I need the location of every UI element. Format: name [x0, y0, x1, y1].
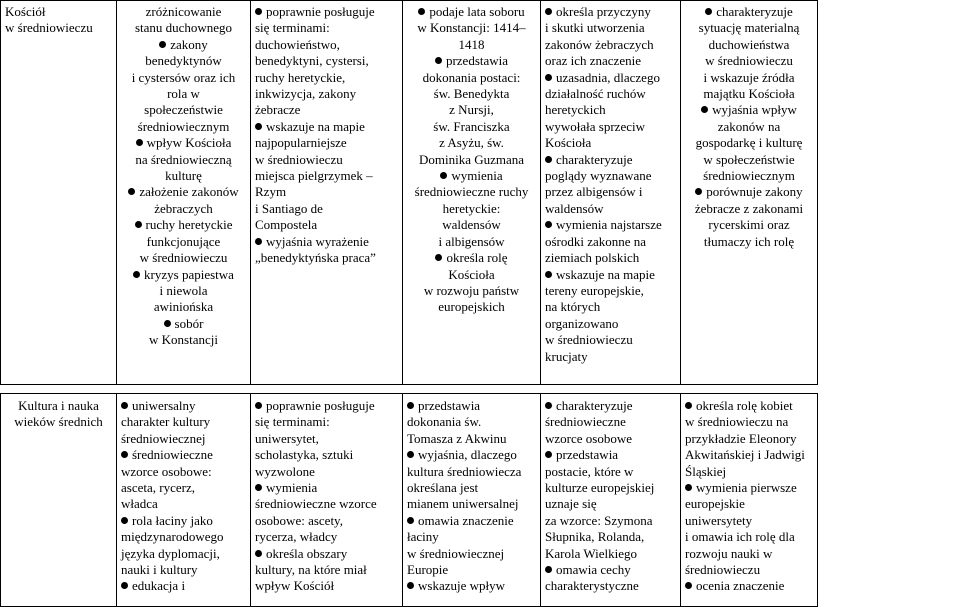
list-item-text: zakony benedyktynów i cystersów oraz ich rola w społeczeństwie średniowiecznym	[131, 36, 236, 134]
bullet-icon	[255, 123, 262, 130]
bullet-icon	[545, 451, 552, 458]
list-item	[545, 217, 676, 266]
list-item-text: rola łaciny jako międzynarodowego języka dyplomacji, nauki i kultury	[121, 512, 224, 578]
item-list	[407, 4, 536, 316]
table-row	[1, 394, 960, 607]
bullet-icon	[545, 271, 552, 278]
list-item-text: wskazuje wpływ	[418, 578, 506, 594]
list-item-text: wymienia najstarsze ośrodki zakonne na ziemiach polskich	[545, 217, 662, 266]
list-item-text: średniowieczne wzorce osobowe: asceta, rycerz, władca	[121, 447, 213, 512]
list-item-text: kryzys papiestwa i niewola awiniońska	[144, 266, 234, 315]
list-item-text: określa obszary kultury, na które miał wpływ Kościół	[255, 545, 367, 594]
bullet-icon	[435, 254, 442, 261]
list-item-text: określa rolę Kościoła w rozwoju państw europejskich	[423, 250, 520, 315]
bullet-icon	[121, 517, 128, 524]
bullet-icon	[255, 550, 262, 557]
list-item	[255, 398, 398, 480]
topic-cell	[1, 394, 117, 607]
list-item	[407, 398, 536, 447]
list-item	[545, 447, 676, 562]
list-item	[121, 37, 246, 135]
list-item-text: wyjaśnia, dlaczego kultura średniowiecza określana jest mianem uniwersalnej	[407, 447, 522, 512]
list-item-text: określa rolę kobiet w średniowieczu na przykładzie Eleonory Akwitańskiej i Jadwigi Śląskiej	[685, 398, 805, 479]
bullet-icon	[545, 566, 552, 573]
list-item-text: uzasadnia, dlaczego działalność ruchów heretyckich wywołała sprzeciw Kościoła	[545, 69, 660, 151]
list-item	[121, 4, 246, 37]
list-item-text: wskazuje na mapie tereny europejskie, na których organizowano w średniowieczu krucjaty	[545, 266, 655, 364]
bullet-icon	[407, 517, 414, 524]
list-item-text: wyjaśnia wpływ zakonów na gospodarkę i kulturę w społeczeństwie średniowiecznym	[695, 102, 803, 184]
list-item	[407, 250, 536, 316]
bullet-icon	[164, 320, 171, 327]
bullet-icon	[685, 402, 692, 409]
topic-title: Kultura i nauka wieków średnich	[14, 398, 103, 430]
list-item-text: zróżnicowanie stanu duchownego	[134, 4, 233, 36]
list-item	[685, 480, 813, 578]
bullet-icon	[159, 41, 166, 48]
bullet-icon	[435, 57, 442, 64]
list-item	[685, 578, 813, 594]
item-list	[685, 398, 813, 595]
bullet-icon	[440, 172, 447, 179]
requirements-cell	[251, 1, 403, 385]
list-item	[685, 102, 813, 184]
item-list	[545, 398, 676, 595]
list-item-text: wymienia pierwsze europejskie uniwersytety i omawia ich rolę dla rozwoju nauki w średniowieczu	[685, 480, 797, 578]
bullet-icon	[418, 8, 425, 15]
list-item-text: charakteryzuje poglądy wyznawane przez albigensów i waldensów	[545, 151, 652, 216]
list-item-text: przedstawia dokonania św. Tomasza z Akwinu	[407, 398, 507, 446]
list-item-text: sobór w Konstancji	[149, 315, 218, 348]
bullet-icon	[545, 156, 552, 163]
bullet-icon	[545, 402, 552, 409]
list-item-text: przedstawia dokonania postaci: św. Benedykta z Nursji, św. Franciszka z Asyżu, św. Dominika Guzmana	[418, 53, 525, 167]
requirements-cell	[403, 394, 541, 607]
list-item-text: określa przyczyny i skutki utworzenia zakonów żebraczych oraz ich znaczenie	[545, 4, 654, 69]
row-spacer	[1, 385, 960, 394]
item-list	[121, 4, 246, 349]
table-row	[1, 1, 960, 385]
list-item-text: edukacja i	[132, 578, 186, 594]
bullet-icon	[685, 582, 692, 589]
bullet-icon	[255, 484, 262, 491]
item-list	[685, 4, 813, 250]
list-item-text: porównuje zakony żebracze z zakonami rycerskimi oraz tłumaczy ich rolę	[694, 184, 804, 249]
list-item-text: omawia znaczenie łaciny w średniowiecznej Europie	[407, 512, 514, 578]
list-item	[255, 234, 398, 267]
list-item-text: wyjaśnia wyrażenie „benedyktyńska praca”	[255, 233, 376, 266]
bullet-icon	[133, 271, 140, 278]
item-list	[121, 398, 246, 595]
list-item	[407, 578, 536, 594]
list-item	[407, 4, 536, 53]
list-item	[121, 135, 246, 184]
list-item	[545, 398, 676, 447]
list-item	[407, 53, 536, 168]
requirements-cell	[681, 394, 818, 607]
list-item	[121, 184, 246, 217]
list-item-text: założenie zakonów żebraczych	[139, 184, 239, 216]
list-item-text: poprawnie posługuje się terminami: duchowieństwo, benedyktyni, cystersi, ruchy heretyckie, inkwizycja, zakony żebracze	[255, 4, 375, 118]
item-list	[255, 4, 398, 267]
list-item-text: wpływ Kościoła na średniowieczną kulturę	[135, 135, 232, 184]
list-item	[255, 480, 398, 546]
topic-cell	[1, 1, 117, 385]
list-item-text: uniwersalny charakter kultury średniowiecznej	[121, 398, 211, 446]
item-list	[545, 4, 676, 365]
list-item-text: wskazuje na mapie najpopularniejsze w średniowieczu miejsca pielgrzymek – Rzym i Santiago de Compostela	[255, 118, 373, 233]
bullet-icon	[407, 582, 414, 589]
list-item	[545, 4, 676, 70]
bullet-icon	[136, 139, 143, 146]
list-item-text: poprawnie posługuje się terminami: uniwersytet, scholastyka, sztuki wyzwolone	[255, 398, 375, 479]
list-item	[407, 447, 536, 513]
list-item	[121, 217, 246, 266]
requirements-cell	[541, 1, 681, 385]
item-list	[255, 398, 398, 595]
bullet-icon	[545, 8, 552, 15]
list-item	[121, 578, 246, 594]
list-item	[121, 316, 246, 349]
list-item	[121, 513, 246, 579]
requirements-cell	[541, 394, 681, 607]
list-item-text: ocenia znaczenie	[696, 578, 785, 594]
list-item	[255, 4, 398, 119]
list-item	[685, 398, 813, 480]
requirements-cell	[251, 394, 403, 607]
bullet-icon	[255, 402, 262, 409]
list-item-text: ruchy heretyckie funkcjonujące w średniowieczu	[139, 217, 233, 266]
bullet-icon	[545, 74, 552, 81]
bullet-icon	[255, 238, 262, 245]
bullet-icon	[255, 8, 262, 15]
bullet-icon	[701, 106, 708, 113]
list-item	[407, 168, 536, 250]
bullet-icon	[705, 8, 712, 15]
list-item	[121, 267, 246, 316]
item-list	[407, 398, 536, 595]
bullet-icon	[685, 484, 692, 491]
list-item-text: charakteryzuje sytuację materialną duchowieństwa w średniowieczu i wskazuje źródła majątku Kościoła	[698, 4, 800, 102]
list-item-text: wymienia średniowieczne wzorce osobowe: ascety, rycerza, władcy	[255, 480, 377, 545]
list-item	[545, 562, 676, 595]
list-item-text: podaje lata soboru w Konstancji: 1414– 1418	[417, 4, 526, 52]
bullet-icon	[121, 451, 128, 458]
bullet-icon	[695, 188, 702, 195]
list-item	[121, 447, 246, 513]
content-cell	[117, 394, 251, 607]
list-item	[685, 184, 813, 250]
list-item	[255, 119, 398, 234]
bullet-icon	[121, 582, 128, 589]
bullet-icon	[121, 402, 128, 409]
list-item	[255, 546, 398, 595]
list-item-text: charakteryzuje średniowieczne wzorce osobowe	[545, 398, 633, 446]
requirements-cell	[403, 1, 541, 385]
requirements-cell	[681, 1, 818, 385]
bullet-icon	[135, 221, 142, 228]
list-item	[121, 398, 246, 447]
list-item-text: omawia cechy charakterystyczne	[545, 562, 639, 594]
list-item	[407, 513, 536, 579]
list-item-text: przedstawia postacie, które w kulturze europejskiej uznaje się za wzorce: Szymona Słupnika, Rolanda, Karola Wielkiego	[545, 447, 655, 561]
content-cell	[117, 1, 251, 385]
list-item-text: wymienia średniowieczne ruchy heretyckie: waldensów i albigensów	[414, 168, 529, 249]
list-item	[545, 267, 676, 365]
bullet-icon	[407, 451, 414, 458]
list-item	[685, 4, 813, 102]
bullet-icon	[407, 402, 414, 409]
bullet-icon	[545, 221, 552, 228]
list-item	[545, 70, 676, 152]
list-item	[545, 152, 676, 218]
topic-title: Kościół w średniowieczu	[5, 4, 93, 36]
bullet-icon	[128, 188, 135, 195]
